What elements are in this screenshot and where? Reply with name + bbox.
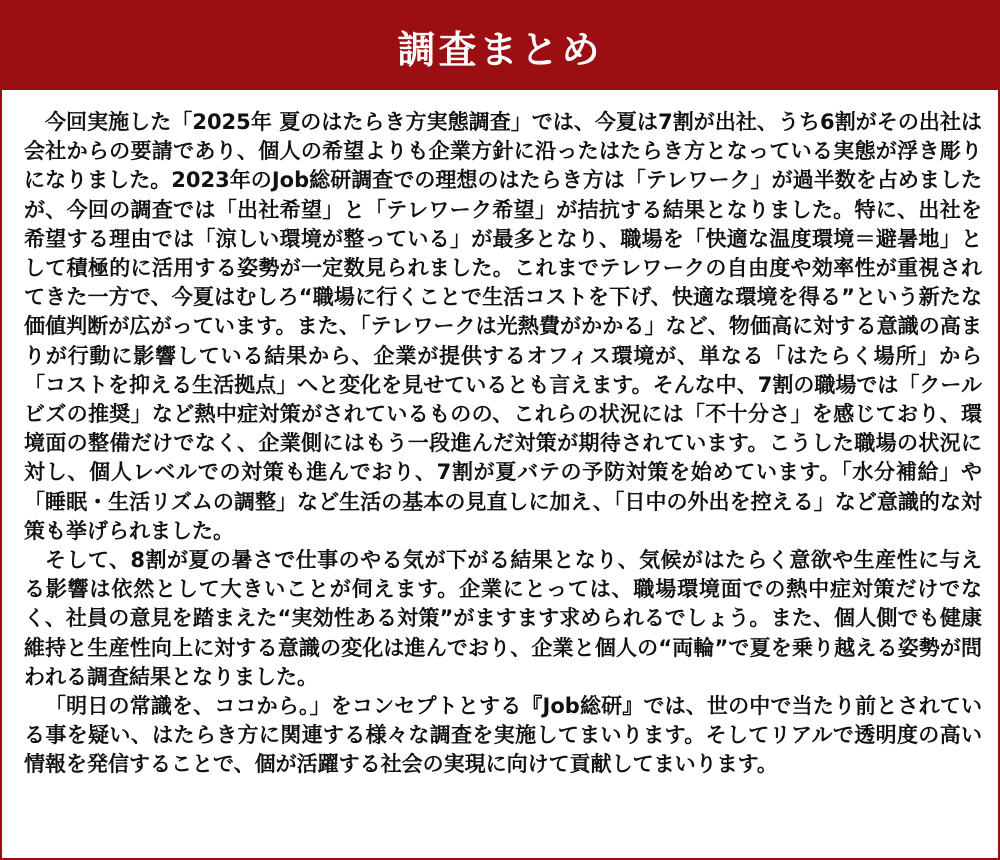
paragraph-findings: 今回実施した「2025年 夏のはたらき方実態調査」では、今夏は7割が出社、うち6割がその出社は会社からの要請であり、個人の希望よりも企業方針に沿ったはたらき方となっている実態が浮き彫りになりました。2023年のJob総研調査での理想のはたらき方は「テレワーク」が過半数を占めましたが、今回の調査では「出社希望」と「テレワーク希望」が拮抗する結果となりました。特に、出社を希望する理由では「涼しい環境が整っている」が最多となり、職場を「快適な温度環境＝避暑地」として積極的に活用する姿勢が一定数見られました。これまでテレワークの自由度や効率性が重視されてきた一方で、今夏はむしろ“職場に行くことで生活コストを下げ、快適な環境を得る”という新たな価値判断が広がっています。また、「テレワークは光熱費がかかる」など、物価高に対する意識の高まりが行動に影響している結果から、企業が提供するオフィス環境が、単なる「はたらく場所」から「コストを抑える生活拠点」へと変化を見せているとも言えます。そんな中、7割の職場では「クールビズの推奨」など熱中症対策がされているものの、これらの状況には「不十分さ」を感じており、環境面の整備だけでなく、企業側にはもう一段進んだ対策が期待されています。こうした職場の状況に対し、個人レベルでの対策も進んでおり、7割が夏バテの予防対策を始めています。「水分補給」や「睡眠・生活リズムの調整」など生活の基本の見直しに加え、「日中の外出を控える」など意識的な対策も挙げられました。 xyxy=(24,110,982,543)
paragraph-implications: そして、8割が夏の暑さで仕事のやる気が下がる結果となり、気候がはたらく意欲や生産性に与える影響は依然として大きいことが伺えます。企業にとっては、職場環境面での熱中症対策だけでなく、社員の意見を踏まえた“実効性ある対策”がますます求められるでしょう。また、個人側でも健康維持と生産性向上に対する意識の変化は進んでおり、企業と個人の“両輪”で夏を乗り越える姿勢が問われる調査結果となりました。 xyxy=(24,548,982,689)
paragraph-about-job-soken: 「明日の常識を、ココから。」をコンセプトとする『Job総研』では、世の中で当たり前とされている事を疑い、はたらき方に関連する様々な調査を実施してまいります。そしてリアルで透明度の高い情報を発信することで、個が活躍する社会の実現に向けて貢献してまいります。 xyxy=(24,694,982,777)
page-title: 調査まとめ xyxy=(397,27,603,72)
summary-body xyxy=(2,90,998,780)
title-bar xyxy=(2,2,998,90)
